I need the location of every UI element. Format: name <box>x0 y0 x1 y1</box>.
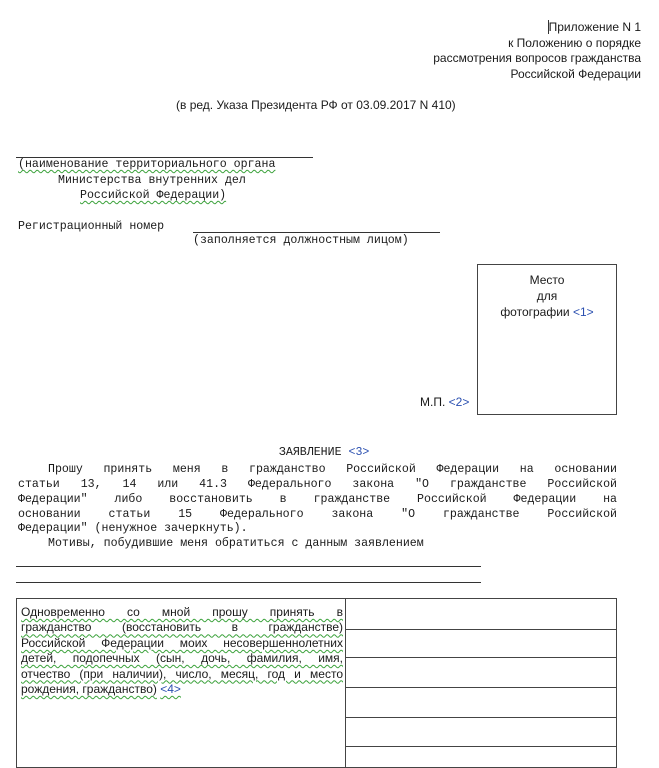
children-line: детей, подопечных (сын, дочь, фамилия, имя, <box>21 651 343 666</box>
footnote-ref-3[interactable]: <3> <box>348 446 370 459</box>
children-line: отчество (при наличии), число, месяц, год и место <box>21 666 343 681</box>
stamp-label: М.П. <2> <box>420 395 470 409</box>
motives-label: Мотивы, побудившие меня обратиться с данным заявлением <box>48 537 424 550</box>
photo-box <box>477 264 617 415</box>
motives-input-line[interactable] <box>16 582 481 583</box>
appendix-line: рассмотрения вопросов гражданства <box>433 51 641 65</box>
appendix-line: Российской Федерации <box>510 66 641 81</box>
table-row[interactable] <box>345 657 616 658</box>
footnote-ref-1[interactable]: <1> <box>572 305 594 319</box>
children-request-cell <box>21 605 343 697</box>
statement-line: Федерации" либо восстановить в гражданстве Российской Федерации на <box>18 493 617 506</box>
statement-line: Прошу принять меня в гражданство Российской Федерации на основании <box>48 463 617 476</box>
statement-line: Федерации" (ненужное зачеркнуть). <box>18 522 248 535</box>
children-line: гражданство (восстановить в гражданстве) <box>21 620 343 635</box>
registration-input-line[interactable] <box>193 232 440 233</box>
authority-name-label: (наименование территориального органа <box>18 158 276 171</box>
edition-note: (в ред. Указа Президента РФ от 03.09.2017 N 410) <box>176 98 456 112</box>
photo-label-line: фотографии <1> <box>500 305 594 319</box>
appendix-line: Приложение N 1 <box>548 20 641 34</box>
children-line: Одновременно со мной прошу принять в <box>21 605 343 619</box>
table-row[interactable] <box>345 717 616 718</box>
authority-ministry-label: Министерства внутренних дел <box>58 174 246 187</box>
photo-label-line: для <box>536 289 558 303</box>
statement-line: основании статьи 15 Федерального закона "О гражданстве Российской <box>18 508 617 521</box>
statement-title: ЗАЯВЛЕНИЕ <3> <box>278 446 370 459</box>
registration-label: Регистрационный номер <box>18 220 165 233</box>
footnote-ref-2[interactable]: <2> <box>448 395 470 409</box>
children-table <box>16 598 617 768</box>
table-row[interactable] <box>345 746 616 747</box>
table-row[interactable] <box>345 687 616 688</box>
footnote-ref-4[interactable]: <4> <box>160 682 181 697</box>
motives-input-line[interactable] <box>16 566 481 567</box>
authority-country-label: Российской Федерации) <box>80 189 227 202</box>
appendix-line: к Положению о порядке <box>508 35 641 50</box>
table-divider <box>345 599 346 767</box>
registration-hint: (заполняется должностным лицом) <box>193 234 409 247</box>
photo-label-line: Место <box>529 273 565 287</box>
appendix-header <box>433 20 641 82</box>
children-line: рождения, гражданство) <4> <box>21 682 181 697</box>
children-line: Российской Федерации моих несовершеннолетних <box>21 635 343 650</box>
statement-line: статьи 13, 14 или 41.3 Федерального закона "О гражданстве Российской <box>18 478 617 491</box>
table-row[interactable] <box>345 629 616 630</box>
